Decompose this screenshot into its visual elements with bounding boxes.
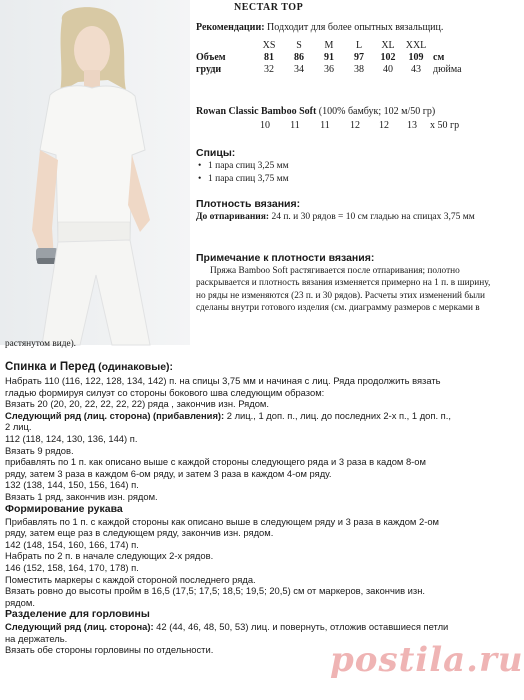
- chest-cm: 91: [324, 52, 334, 63]
- instruction-line: на держатель.: [5, 632, 68, 644]
- chest-cm: 109: [408, 52, 424, 63]
- next-row-label: Следующий ряд (лиц. сторона) (прибавления):: [5, 409, 225, 421]
- chest-inch: 40: [383, 64, 393, 75]
- yarn-unit: x 50 гр: [430, 120, 460, 131]
- note-tail: растянутом виде).: [5, 339, 77, 349]
- yarn-info: [196, 106, 435, 117]
- needles-heading: Спицы:: [196, 147, 236, 159]
- size-header: L: [355, 40, 363, 51]
- instruction-line: Вязать 9 рядов.: [5, 444, 74, 456]
- size-header: XL: [381, 40, 395, 51]
- neck-heading: Разделение для горловины: [5, 608, 150, 621]
- yarn-amounts: [250, 120, 459, 131]
- recommendations-text: Подходит для более опытных вязальщиц.: [264, 22, 444, 33]
- gauge-label: До отпаривания:: [196, 212, 270, 222]
- chest-cm: 97: [354, 52, 364, 63]
- instruction-line: Вязать ровно до высоты пройм в 16,5 (17,5; 17,5; 18,5; 19,5; 20,5) см от маркеров, закончив изн.: [5, 585, 425, 597]
- instruction-line: Прибавлять по 1 п. с каждой стороны как описано выше в следующем ряду и 3 раза в каждом 2-ом: [5, 515, 439, 527]
- instruction-line: Вязать 1 ряд, закончив изн. рядом.: [5, 490, 158, 502]
- note-heading: Примечание к плотности вязания:: [196, 252, 375, 264]
- model-photo: [0, 0, 190, 345]
- neck-row-text: 42 (44, 46, 48, 50, 53) лиц. и повернуть, отложив оставшиеся петли: [153, 621, 449, 633]
- size-header: S: [296, 40, 302, 51]
- yarn-name: Rowan Classic Bamboo Soft: [196, 106, 317, 117]
- yarn-amount: 13: [407, 120, 417, 131]
- chest-inch: 38: [354, 64, 364, 75]
- instruction-line: Набрать по 2 п. в начале следующих 2-х рядов.: [5, 550, 214, 562]
- next-row-text: 2 лиц., 1 доп. п., лиц. до последних 2-х п., 1 доп. п.,: [224, 409, 451, 421]
- gauge-heading: Плотность вязания:: [196, 198, 301, 210]
- recommendations: [196, 22, 501, 33]
- chest-inch: 36: [324, 64, 334, 75]
- instruction-line: Набрать 110 (116, 122, 128, 134, 142) п. на спицы 3,75 мм и начиная с лиц. Ряда продолжить вязать: [5, 375, 441, 386]
- instruction-line: 146 (152, 158, 164, 170, 178) п.: [5, 561, 139, 573]
- instruction-line: 142 (148, 154, 160, 166, 174) п.: [5, 538, 139, 550]
- needles-item: • 1 пара спиц 3,25 мм: [196, 160, 289, 173]
- note-text: Пряжа Bamboo Soft растягивается после отпаривания; полотно раскрывается и плотность вязания изменяется примерно на 1 п. в ширину, но ряды не изменяются (23 п. и 30 рядов). Расчеты этих изменений были сделаны внутри готового изделия (см. диаграмму размеров с мерками в: [196, 266, 491, 314]
- instruction-line: ряду, затем 3 раза в каждом 6-ом ряду, и затем 3 раза в каждом 4-ом ряду.: [5, 467, 332, 479]
- chest-cm: 102: [380, 52, 396, 63]
- instruction-line: прибавлять по 1 п. как описано выше с каждой стороны следующего ряда и 3 раза в кадом 8-ом: [5, 456, 426, 468]
- neck-row-label: Следующий ряд (лиц. сторона):: [5, 621, 154, 633]
- instruction-line: 112 (118, 124, 130, 136, 144) п.: [5, 432, 138, 444]
- yarn-amount: 12: [350, 120, 360, 131]
- size-header: XXL: [405, 40, 427, 51]
- instruction-line: ряду, затем еще раз в следующем ряду, закончив изн. рядом.: [5, 527, 274, 539]
- back-front-heading: [5, 360, 501, 375]
- instructions: [5, 360, 501, 656]
- yarn-amount: 11: [320, 120, 330, 131]
- recommendations-label: Рекомендации:: [196, 22, 265, 33]
- instruction-line: Вязать 20 (20, 20, 22, 22, 22, 22) ряда , закончив изн. Рядом.: [5, 398, 269, 410]
- chest-label: груди: [196, 64, 222, 75]
- size-header: M: [324, 40, 334, 51]
- chest-label: Объем: [196, 52, 226, 63]
- needles-item: • 1 пара спиц 3,75 мм: [196, 173, 289, 186]
- pattern-title: NECTAR TOP: [234, 2, 304, 13]
- gauge-text: [196, 211, 501, 223]
- chest-cm: 86: [294, 52, 304, 63]
- back-front-subtitle: (одинаковые):: [95, 361, 174, 373]
- chest-inch: 43: [411, 64, 421, 75]
- instruction-line: Вязать обе стороны горловины по отдельности.: [5, 644, 214, 656]
- chest-inch: 32: [264, 64, 274, 75]
- yarn-amount: 12: [379, 120, 389, 131]
- gauge-value: 24 п. и 30 рядов = 10 см гладью на спицах 3,75 мм: [269, 212, 475, 222]
- instruction-line: рядом.: [5, 596, 35, 608]
- instruction-line: Поместить маркеры с каждой стороной последнего ряда.: [5, 573, 256, 585]
- cm-unit: см: [433, 52, 445, 63]
- needles-list: [196, 160, 289, 186]
- back-front-title: Спинка и Перед: [5, 361, 96, 373]
- chest-cm: 81: [264, 52, 274, 63]
- size-table: [196, 40, 462, 76]
- watermark: postila.ru: [330, 640, 524, 680]
- instruction-line: 132 (138, 144, 150, 156, 164) п.: [5, 479, 139, 491]
- yarn-amount: 10: [260, 120, 270, 131]
- inch-unit: дюйма: [433, 64, 462, 75]
- instruction-line: гладью формируя силуэт со стороны бокового шва следующим образом:: [5, 386, 325, 398]
- instruction-line: [5, 410, 501, 422]
- yarn-amount: 11: [290, 120, 300, 131]
- yarn-desc: (100% бамбук; 102 м/50 гр): [316, 106, 436, 117]
- size-header: XS: [262, 40, 276, 51]
- model-photo-illustration: [0, 0, 190, 345]
- instruction-line: 2 лиц.: [5, 421, 32, 433]
- instruction-line: [5, 621, 501, 633]
- chest-inch: 34: [294, 64, 304, 75]
- sleeve-heading: Формирование рукава: [5, 502, 123, 515]
